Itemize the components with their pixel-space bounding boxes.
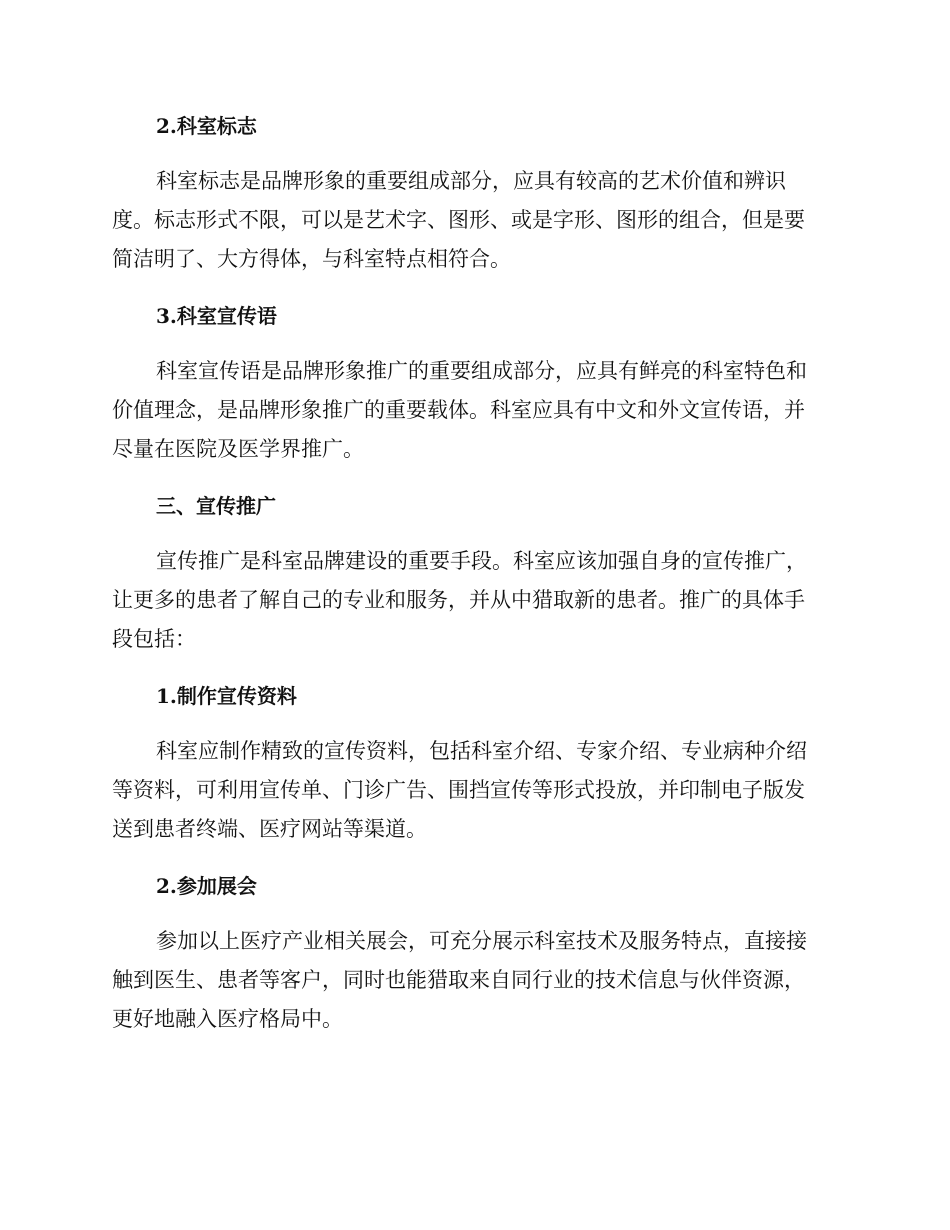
section-heading-exhibition: 2.参加展会 bbox=[156, 874, 257, 898]
section-heading-slogan: 3.科室宣传语 bbox=[156, 304, 277, 328]
paragraph-line: 等资料，可利用宣传单、门诊广告、围挡宣传等形式投放，并印制电子版发 bbox=[112, 778, 805, 802]
section-heading-logo: 2.科室标志 bbox=[156, 114, 257, 138]
section-paragraph-logo bbox=[112, 162, 834, 279]
paragraph-line: 简洁明了、大方得体，与科室特点相符合。 bbox=[112, 247, 511, 271]
section-heading-promotion: 三、宣传推广 bbox=[156, 494, 276, 518]
section-paragraph-slogan bbox=[112, 352, 834, 469]
paragraph-line: 触到医生、患者等客户，同时也能猎取来自同行业的技术信息与伙伴资源， bbox=[112, 968, 805, 992]
document-page bbox=[112, 104, 834, 1039]
paragraph-line: 让更多的患者了解自己的专业和服务，并从中猎取新的患者。推广的具体手 bbox=[112, 588, 805, 612]
paragraph-line: 科室宣传语是品牌形象推广的重要组成部分，应具有鲜亮的科室特色和 bbox=[156, 359, 807, 383]
paragraph-line: 段包括： bbox=[112, 627, 196, 651]
paragraph-line: 尽量在医院及医学界推广。 bbox=[112, 437, 364, 461]
section-paragraph-promotion bbox=[112, 542, 834, 659]
paragraph-line: 参加以上医疗产业相关展会，可充分展示科室技术及服务特点，直接接 bbox=[156, 929, 807, 953]
paragraph-line: 科室应制作精致的宣传资料，包括科室介绍、专家介绍、专业病种介绍 bbox=[156, 739, 807, 763]
section-paragraph-exhibition bbox=[112, 922, 834, 1039]
paragraph-line: 更好地融入医疗格局中。 bbox=[112, 1007, 343, 1031]
paragraph-line: 宣传推广是科室品牌建设的重要手段。科室应该加强自身的宣传推广， bbox=[156, 549, 807, 573]
section-heading-materials: 1.制作宣传资料 bbox=[156, 684, 297, 708]
paragraph-line: 度。标志形式不限，可以是艺术字、图形、或是字形、图形的组合，但是要 bbox=[112, 208, 805, 232]
section-paragraph-materials bbox=[112, 732, 834, 849]
paragraph-line: 送到患者终端、医疗网站等渠道。 bbox=[112, 817, 427, 841]
paragraph-line: 科室标志是品牌形象的重要组成部分，应具有较高的艺术价值和辨识 bbox=[156, 169, 786, 193]
paragraph-line: 价值理念，是品牌形象推广的重要载体。科室应具有中文和外文宣传语，并 bbox=[112, 398, 805, 422]
